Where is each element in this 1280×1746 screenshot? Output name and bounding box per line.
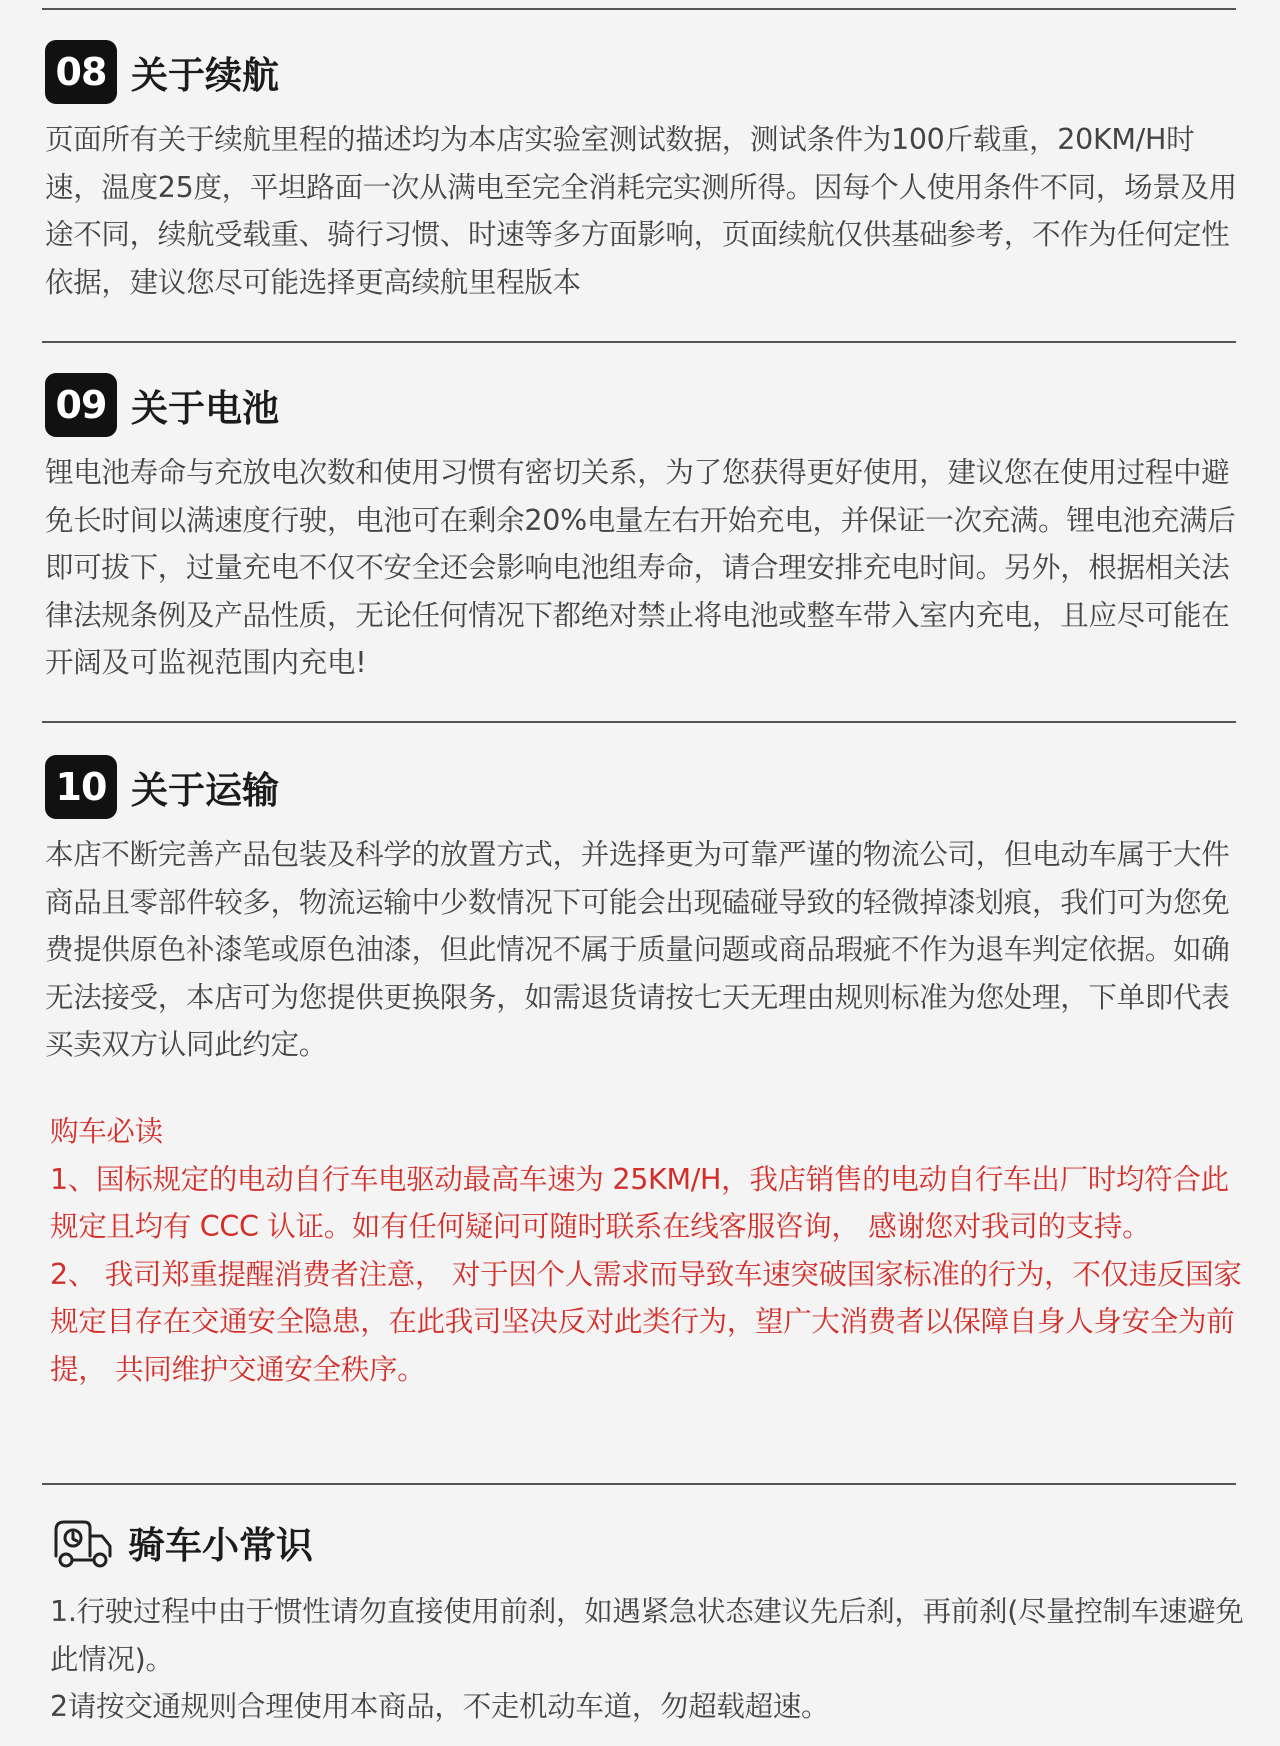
section-body: 本店不断完善产品包装及科学的放置方式，并选择更为可靠严谨的物流公司，但电动车属于大件商品且零部件较多，物流运输中少数情况下可能会出现磕碰导致的轻微掉漆划痕，我们可为您免费提供原色补漆笔或原色油漆，但此情况不属于质量问题或商品瑕疵不作为退车判定依据。如确无法接受，本店可为您提供更换限务，如需退货请按七天无理由规则标准为您处理，下单即代表买卖双方认同此约定。 xyxy=(45,838,1230,1061)
section-title: 关于电池 xyxy=(131,387,279,430)
tips-header xyxy=(50,1510,1255,1574)
section-number-badge: 10 xyxy=(45,755,117,819)
notice-title: 购车必读 xyxy=(50,1115,163,1148)
tip-item: 2请按交通规则合理使用本商品，不走机动车道，勿超载超速。 xyxy=(50,1690,830,1723)
section-body: 页面所有关于续航里程的描述均为本店实验室测试数据，测试条件为100斤载重，20KM/H时速，温度25度，平坦路面一次从满电至完全消耗完实测所得。因每个人使用条件不同，场景及用途不同，续航受载重、骑行习惯、时速等多方面影响，页面续航仅供基础参考，不作为任何定性依据，建议您尽可能选择更高续航里程版本 xyxy=(45,123,1237,299)
section-body: 锂电池寿命与充放电次数和使用习惯有密切关系，为了您获得更好使用，建议您在使用过程中避免长时间以满速度行驶，电池可在剩余20%电量左右开始充电，并保证一次充满。锂电池充满后即可拔下，过量充电不仅不安全还会影响电池组寿命，请合理安排充电时间。另外，根据相关法律法规条例及产品性质，无论任何情况下都绝对禁止将电池或整车带入室内充电，且应尽可能在开阔及可监视范围内充电! xyxy=(45,456,1236,679)
divider xyxy=(42,721,1236,723)
section-header xyxy=(45,373,1245,437)
section-title: 关于续航 xyxy=(131,54,279,97)
purchase-notice xyxy=(50,1108,1250,1393)
tips-body xyxy=(50,1588,1255,1731)
notice-item: 1、国标规定的电动自行车电驱动最高车速为 25KM/H，我店销售的电动自行车出厂时均符合此规定且均有 CCC 认证。如有任何疑问可随时联系在线客服咨询， 感谢您对我司的支持。 xyxy=(50,1162,1229,1243)
section-number-badge: 08 xyxy=(45,40,117,104)
notice-item: 2、 我司郑重提醒消费者注意， 对于因个人需求而导致车速突破国家标准的行为，不仅违反国家规定目存在交通安全隐患，在此我司坚决反对此类行为，望广大消费者以保障自身人身安全为前提， 共同维护交通安全秩序。 xyxy=(50,1257,1242,1386)
divider xyxy=(42,8,1236,10)
divider xyxy=(42,341,1236,343)
rider-icon xyxy=(50,1512,114,1572)
section-header xyxy=(45,755,1245,819)
section-shipping xyxy=(45,755,1245,1069)
section-number-badge: 09 xyxy=(45,373,117,437)
section-title: 关于运输 xyxy=(131,769,279,812)
tips-title: 骑车小常识 xyxy=(128,1524,313,1567)
section-header xyxy=(45,40,1245,104)
divider xyxy=(42,1483,1236,1485)
riding-tips xyxy=(50,1510,1255,1731)
tip-item: 1.行驶过程中由于惯性请勿直接使用前刹，如遇紧急状态建议先后刹，再前刹(尽量控制车速避免此情况)。 xyxy=(50,1595,1244,1676)
section-range xyxy=(45,40,1245,306)
section-battery xyxy=(45,373,1245,687)
